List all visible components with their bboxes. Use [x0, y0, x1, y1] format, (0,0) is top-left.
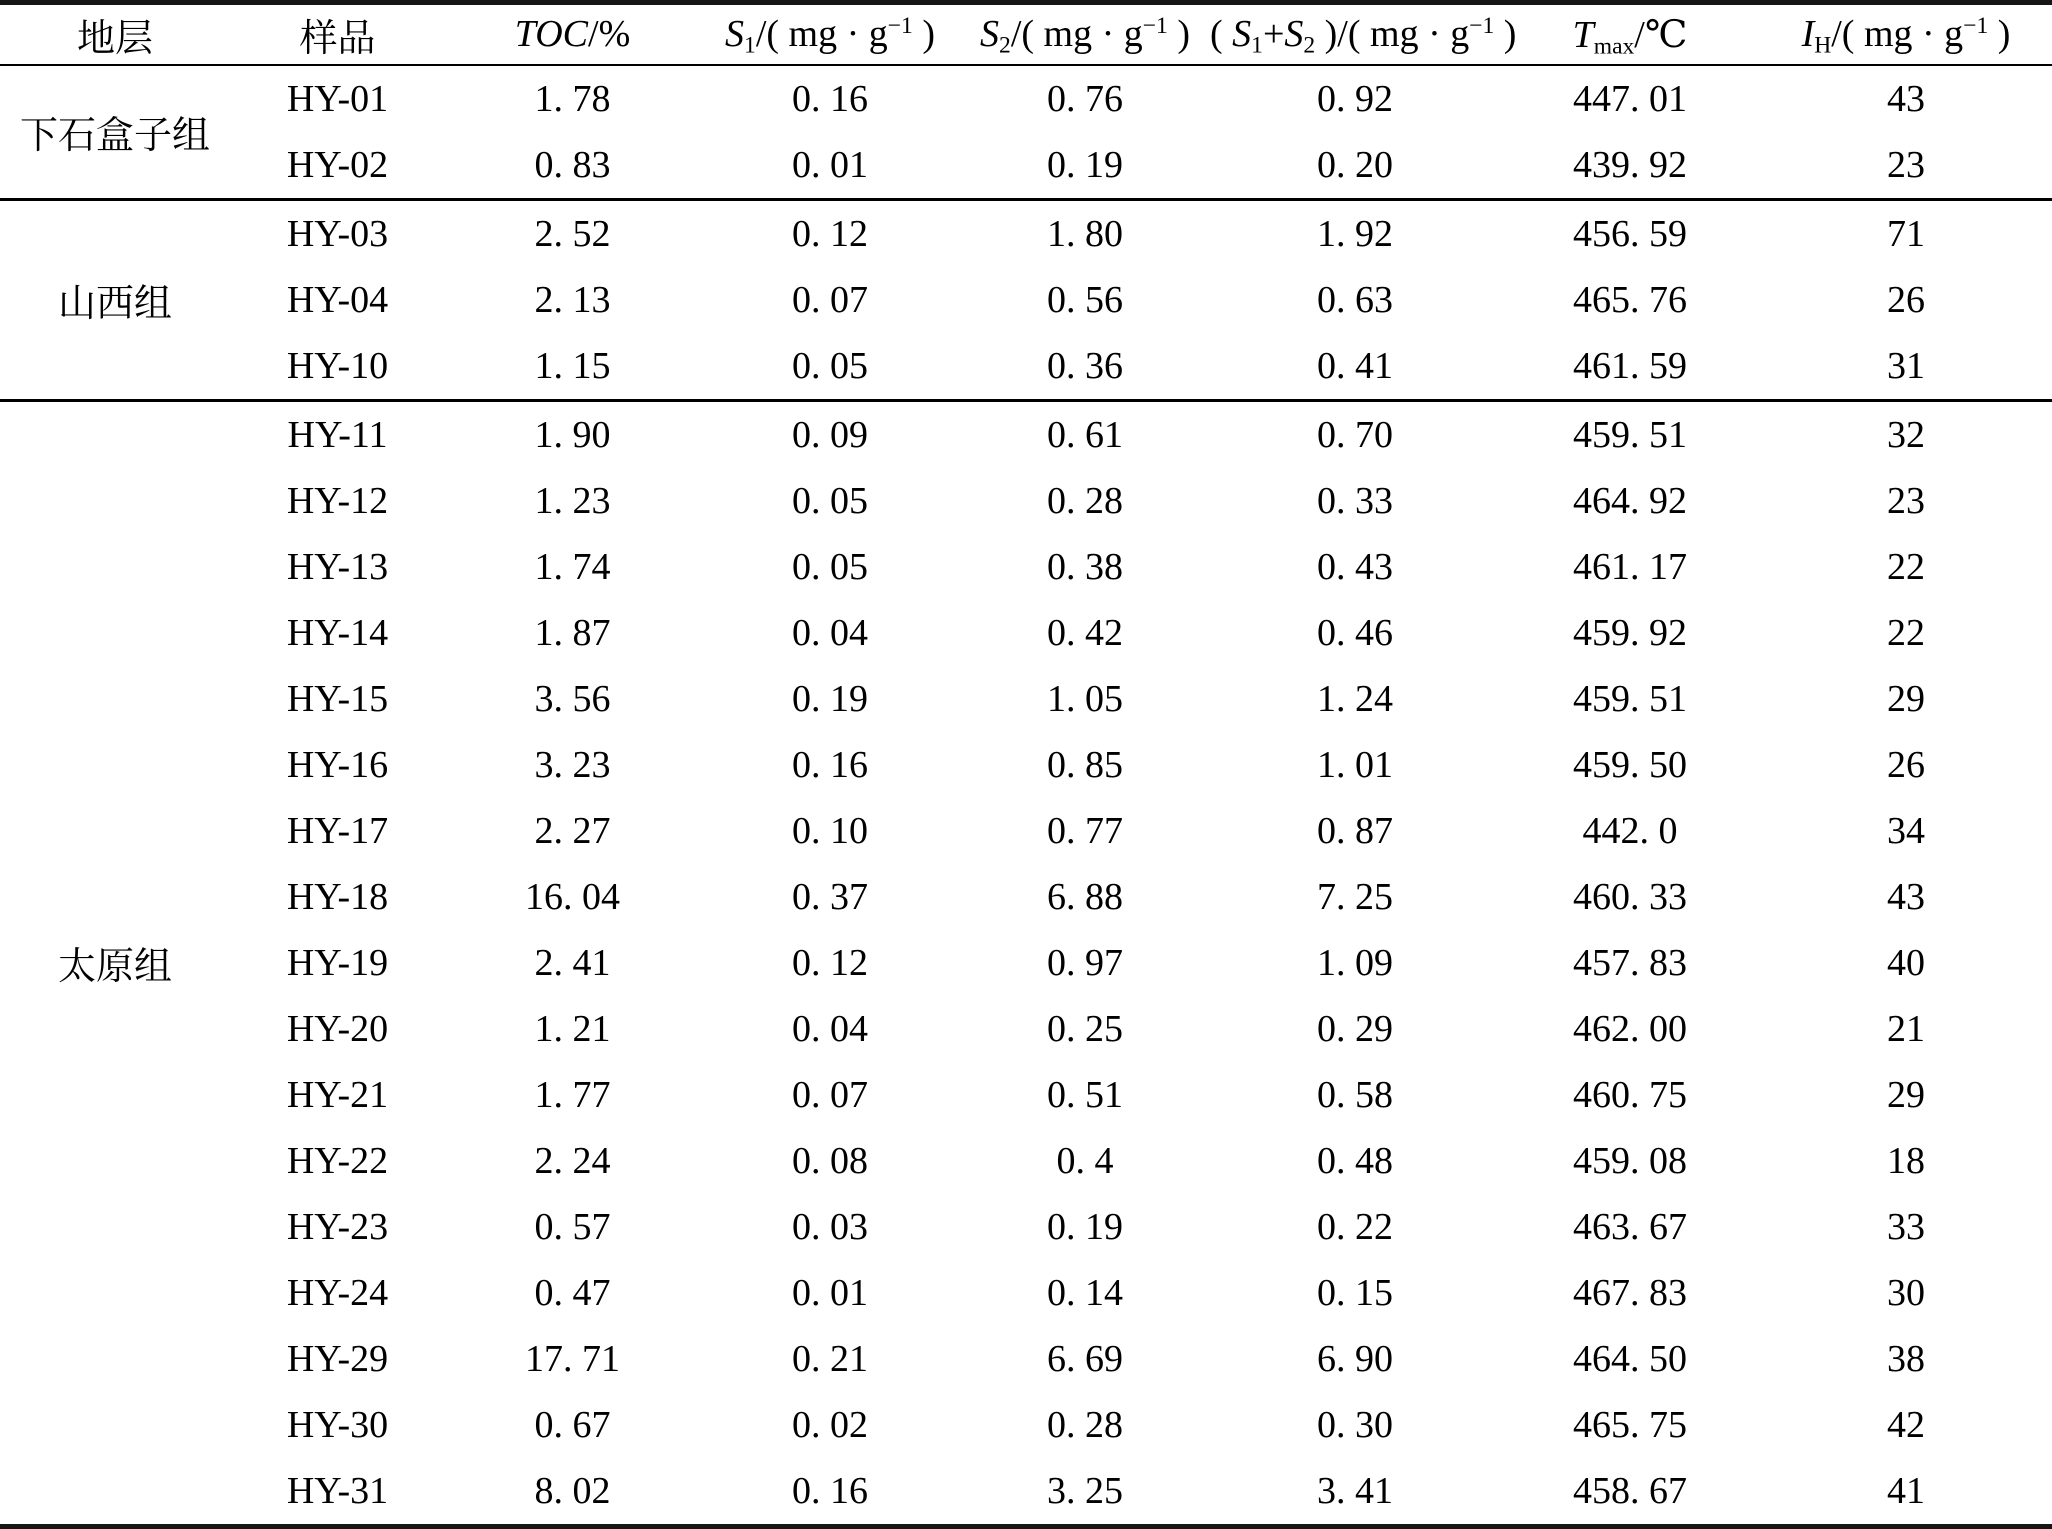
table-row — [0, 798, 2052, 864]
table-row — [0, 267, 2052, 333]
cell-sample: HY-22 — [286, 1139, 389, 1182]
cell-s1: 0. 12 — [792, 941, 868, 984]
cell-toc: 1. 87 — [534, 611, 611, 654]
cell-ih: 41 — [1887, 1469, 1925, 1512]
cell-sample: HY-02 — [286, 143, 389, 186]
table-row — [0, 333, 2052, 401]
stratum-cell: 下石盒子组 — [19, 115, 210, 157]
table-row — [0, 65, 2052, 132]
cell-s1: 0. 05 — [792, 344, 868, 387]
cell-tmax: 464. 50 — [1573, 1337, 1687, 1380]
cell-sample: HY-23 — [286, 1205, 389, 1248]
col-header-tmax: $T_{max}/℃$ — [1572, 13, 1688, 60]
cell-toc: 2. 41 — [534, 941, 611, 984]
cell-tmax: 439. 92 — [1573, 143, 1687, 186]
cell-toc: 0. 67 — [534, 1403, 611, 1446]
cell-tmax: 459. 51 — [1573, 413, 1687, 456]
cell-s2: 6. 88 — [1047, 875, 1123, 918]
cell-s2: 0. 51 — [1047, 1073, 1123, 1116]
cell-s1s2: 0. 46 — [1317, 611, 1393, 654]
table-row — [0, 534, 2052, 600]
cell-sample: HY-16 — [286, 743, 389, 786]
cell-s2: 1. 80 — [1047, 212, 1123, 255]
cell-sample: HY-01 — [286, 77, 389, 120]
cell-s2: 0. 77 — [1047, 809, 1123, 852]
cell-s1: 0. 02 — [792, 1403, 868, 1446]
cell-s1s2: 0. 70 — [1317, 413, 1393, 456]
cell-s1: 0. 01 — [792, 143, 868, 186]
table-row — [0, 1458, 2052, 1529]
table-row — [0, 732, 2052, 798]
table-row — [0, 600, 2052, 666]
cell-s1s2: 0. 63 — [1317, 278, 1393, 321]
cell-toc: 2. 13 — [534, 278, 611, 321]
cell-tmax: 457. 83 — [1573, 941, 1687, 984]
cell-s1s2: 3. 41 — [1317, 1469, 1393, 1512]
cell-s1s2: 0. 87 — [1317, 809, 1393, 852]
cell-s2: 3. 25 — [1047, 1469, 1123, 1512]
cell-s1s2: 0. 58 — [1317, 1073, 1393, 1116]
cell-s1: 0. 03 — [792, 1205, 868, 1248]
table-row — [0, 400, 2052, 468]
cell-s1: 0. 05 — [792, 545, 868, 588]
cell-s1: 0. 16 — [792, 743, 868, 786]
col-header-ih: $I_H/$( mg · $g^{-1}$ ) — [1801, 13, 2011, 59]
cell-toc: 1. 78 — [534, 77, 611, 120]
cell-s1: 0. 12 — [792, 212, 868, 255]
cell-tmax: 442. 0 — [1582, 809, 1678, 852]
cell-sample: HY-04 — [286, 278, 389, 321]
cell-s1s2: 0. 33 — [1317, 479, 1393, 522]
cell-toc: 3. 23 — [534, 743, 611, 786]
cell-ih: 71 — [1887, 212, 1925, 255]
cell-s1s2: 0. 29 — [1317, 1007, 1393, 1050]
cell-sample: HY-21 — [286, 1073, 389, 1116]
cell-tmax: 459. 08 — [1573, 1139, 1687, 1182]
cell-s2: 0. 36 — [1047, 344, 1123, 387]
cell-ih: 34 — [1887, 809, 1925, 852]
cell-s2: 1. 05 — [1047, 677, 1123, 720]
cell-sample: HY-15 — [286, 677, 389, 720]
stratum-group — [0, 65, 2052, 200]
cell-s1s2: 1. 09 — [1317, 941, 1393, 984]
table-row — [0, 996, 2052, 1062]
cell-sample: HY-11 — [287, 413, 388, 456]
cell-s1: 0. 07 — [792, 1073, 868, 1116]
cell-s1s2: 7. 25 — [1317, 875, 1393, 918]
table-row — [0, 1392, 2052, 1458]
cell-s2: 0. 28 — [1047, 1403, 1123, 1446]
cell-s1: 0. 07 — [792, 278, 868, 321]
cell-s2: 0. 97 — [1047, 941, 1123, 984]
cell-ih: 43 — [1887, 875, 1925, 918]
cell-tmax: 467. 83 — [1573, 1271, 1687, 1314]
cell-s1s2: 0. 92 — [1317, 77, 1393, 120]
cell-s1s2: 0. 41 — [1317, 344, 1393, 387]
cell-toc: 17. 71 — [525, 1337, 620, 1380]
cell-s1: 0. 16 — [792, 77, 868, 120]
cell-s2: 0. 19 — [1047, 143, 1123, 186]
cell-s1: 0. 01 — [792, 1271, 868, 1314]
cell-s1: 0. 09 — [792, 413, 868, 456]
cell-s1: 0. 10 — [792, 809, 868, 852]
cell-tmax: 447. 01 — [1573, 77, 1687, 120]
cell-ih: 23 — [1887, 143, 1925, 186]
cell-s1s2: 1. 01 — [1317, 743, 1393, 786]
cell-s1: 0. 19 — [792, 677, 868, 720]
cell-ih: 33 — [1887, 1205, 1925, 1248]
cell-s1: 0. 37 — [792, 875, 868, 918]
cell-sample: HY-17 — [286, 809, 389, 852]
cell-tmax: 459. 92 — [1573, 611, 1687, 654]
cell-ih: 29 — [1887, 1073, 1925, 1116]
cell-s1: 0. 04 — [792, 1007, 868, 1050]
cell-s1: 0. 16 — [792, 1469, 868, 1512]
cell-s1s2: 0. 30 — [1317, 1403, 1393, 1446]
table-row — [0, 132, 2052, 200]
cell-toc: 1. 90 — [534, 413, 611, 456]
cell-toc: 0. 83 — [534, 143, 611, 186]
cell-s2: 0. 25 — [1047, 1007, 1123, 1050]
cell-s1s2: 0. 22 — [1317, 1205, 1393, 1248]
cell-toc: 16. 04 — [525, 875, 620, 918]
cell-sample: HY-10 — [286, 344, 389, 387]
cell-sample: HY-18 — [286, 875, 389, 918]
cell-tmax: 461. 59 — [1573, 344, 1687, 387]
cell-ih: 23 — [1887, 479, 1925, 522]
cell-ih: 32 — [1887, 413, 1925, 456]
cell-toc: 0. 47 — [534, 1271, 611, 1314]
cell-s1s2: 0. 43 — [1317, 545, 1393, 588]
cell-s2: 0. 14 — [1047, 1271, 1123, 1314]
cell-toc: 1. 21 — [534, 1007, 611, 1050]
cell-s2: 0. 38 — [1047, 545, 1123, 588]
cell-tmax: 464. 92 — [1573, 479, 1687, 522]
cell-s1: 0. 04 — [792, 611, 868, 654]
cell-tmax: 459. 50 — [1573, 743, 1687, 786]
cell-tmax: 460. 33 — [1573, 875, 1687, 918]
cell-s2: 0. 19 — [1047, 1205, 1123, 1248]
cell-s1: 0. 08 — [792, 1139, 868, 1182]
cell-toc: 1. 77 — [534, 1073, 611, 1116]
col-header-s1: $S_1/$( mg · $g^{-1}$ ) — [725, 13, 935, 59]
table-header — [0, 3, 2052, 65]
cell-toc: 2. 24 — [534, 1139, 611, 1182]
cell-s1s2: 1. 92 — [1317, 212, 1393, 255]
col-header-sample: 样品 — [299, 17, 376, 60]
table-row — [0, 199, 2052, 267]
cell-tmax: 458. 67 — [1573, 1469, 1687, 1512]
table-row — [0, 1260, 2052, 1326]
cell-ih: 40 — [1887, 941, 1925, 984]
cell-tmax: 465. 75 — [1573, 1403, 1687, 1446]
cell-tmax: 460. 75 — [1573, 1073, 1687, 1116]
cell-ih: 26 — [1887, 278, 1925, 321]
cell-s2: 0. 28 — [1047, 479, 1123, 522]
cell-sample: HY-03 — [286, 212, 389, 255]
cell-sample: HY-19 — [286, 941, 389, 984]
col-header-s1-plus-s2: ( $S_1+S_2$ )/( mg · $g^{-1}$ ) — [1210, 13, 1517, 59]
cell-s1: 0. 05 — [792, 479, 868, 522]
stratum-cell: 山西组 — [57, 283, 172, 325]
cell-sample: HY-12 — [286, 479, 389, 522]
cell-toc: 1. 23 — [534, 479, 611, 522]
cell-ih: 22 — [1887, 611, 1925, 654]
table-row — [0, 1062, 2052, 1128]
cell-ih: 31 — [1887, 344, 1925, 387]
col-header-toc: TOC/% — [514, 13, 631, 56]
cell-ih: 18 — [1887, 1139, 1925, 1182]
stratum-group — [0, 199, 2052, 400]
header-row — [0, 3, 2052, 65]
cell-s1: 0. 21 — [792, 1337, 868, 1380]
cell-tmax: 463. 67 — [1573, 1205, 1687, 1248]
cell-s1s2: 0. 20 — [1317, 143, 1393, 186]
table-row — [0, 1128, 2052, 1194]
cell-tmax: 462. 00 — [1573, 1007, 1687, 1050]
cell-s2: 0. 85 — [1047, 743, 1123, 786]
cell-s2: 0. 4 — [1056, 1139, 1114, 1182]
cell-tmax: 459. 51 — [1573, 677, 1687, 720]
cell-s1s2: 0. 48 — [1317, 1139, 1393, 1182]
cell-ih: 43 — [1887, 77, 1925, 120]
cell-ih: 26 — [1887, 743, 1925, 786]
cell-ih: 42 — [1887, 1403, 1925, 1446]
table-row — [0, 930, 2052, 996]
cell-toc: 1. 15 — [534, 344, 611, 387]
table-row — [0, 468, 2052, 534]
cell-sample: HY-13 — [286, 545, 389, 588]
cell-s1s2: 1. 24 — [1317, 677, 1393, 720]
cell-toc: 2. 27 — [534, 809, 611, 852]
col-header-s2: $S_2/$( mg · $g^{-1}$ ) — [980, 13, 1190, 59]
table-row — [0, 1326, 2052, 1392]
cell-s2: 0. 56 — [1047, 278, 1123, 321]
cell-toc: 3. 56 — [534, 677, 611, 720]
cell-toc: 0. 57 — [534, 1205, 611, 1248]
cell-ih: 29 — [1887, 677, 1925, 720]
cell-sample: HY-29 — [286, 1337, 389, 1380]
cell-ih: 21 — [1887, 1007, 1925, 1050]
table-row — [0, 1194, 2052, 1260]
cell-s2: 0. 61 — [1047, 413, 1123, 456]
col-header-stratum: 地层 — [76, 17, 153, 60]
cell-sample: HY-30 — [286, 1403, 389, 1446]
cell-s2: 6. 69 — [1047, 1337, 1123, 1380]
cell-ih: 30 — [1887, 1271, 1925, 1314]
cell-tmax: 465. 76 — [1573, 278, 1687, 321]
cell-toc: 2. 52 — [534, 212, 611, 255]
table-row — [0, 864, 2052, 930]
cell-toc: 8. 02 — [534, 1469, 611, 1512]
cell-ih: 38 — [1887, 1337, 1925, 1380]
cell-s1s2: 0. 15 — [1317, 1271, 1393, 1314]
stratum-group — [0, 400, 2052, 1528]
cell-sample: HY-20 — [286, 1007, 389, 1050]
cell-ih: 22 — [1887, 545, 1925, 588]
cell-sample: HY-24 — [286, 1271, 389, 1314]
table-row — [0, 666, 2052, 732]
cell-sample: HY-14 — [286, 611, 389, 654]
cell-sample: HY-31 — [286, 1469, 389, 1512]
stratum-cell: 太原组 — [57, 946, 172, 988]
cell-s2: 0. 42 — [1047, 611, 1123, 654]
cell-toc: 1. 74 — [534, 545, 611, 588]
cell-s2: 0. 76 — [1047, 77, 1123, 120]
cell-s1s2: 6. 90 — [1317, 1337, 1393, 1380]
cell-tmax: 461. 17 — [1573, 545, 1687, 588]
cell-tmax: 456. 59 — [1573, 212, 1687, 255]
